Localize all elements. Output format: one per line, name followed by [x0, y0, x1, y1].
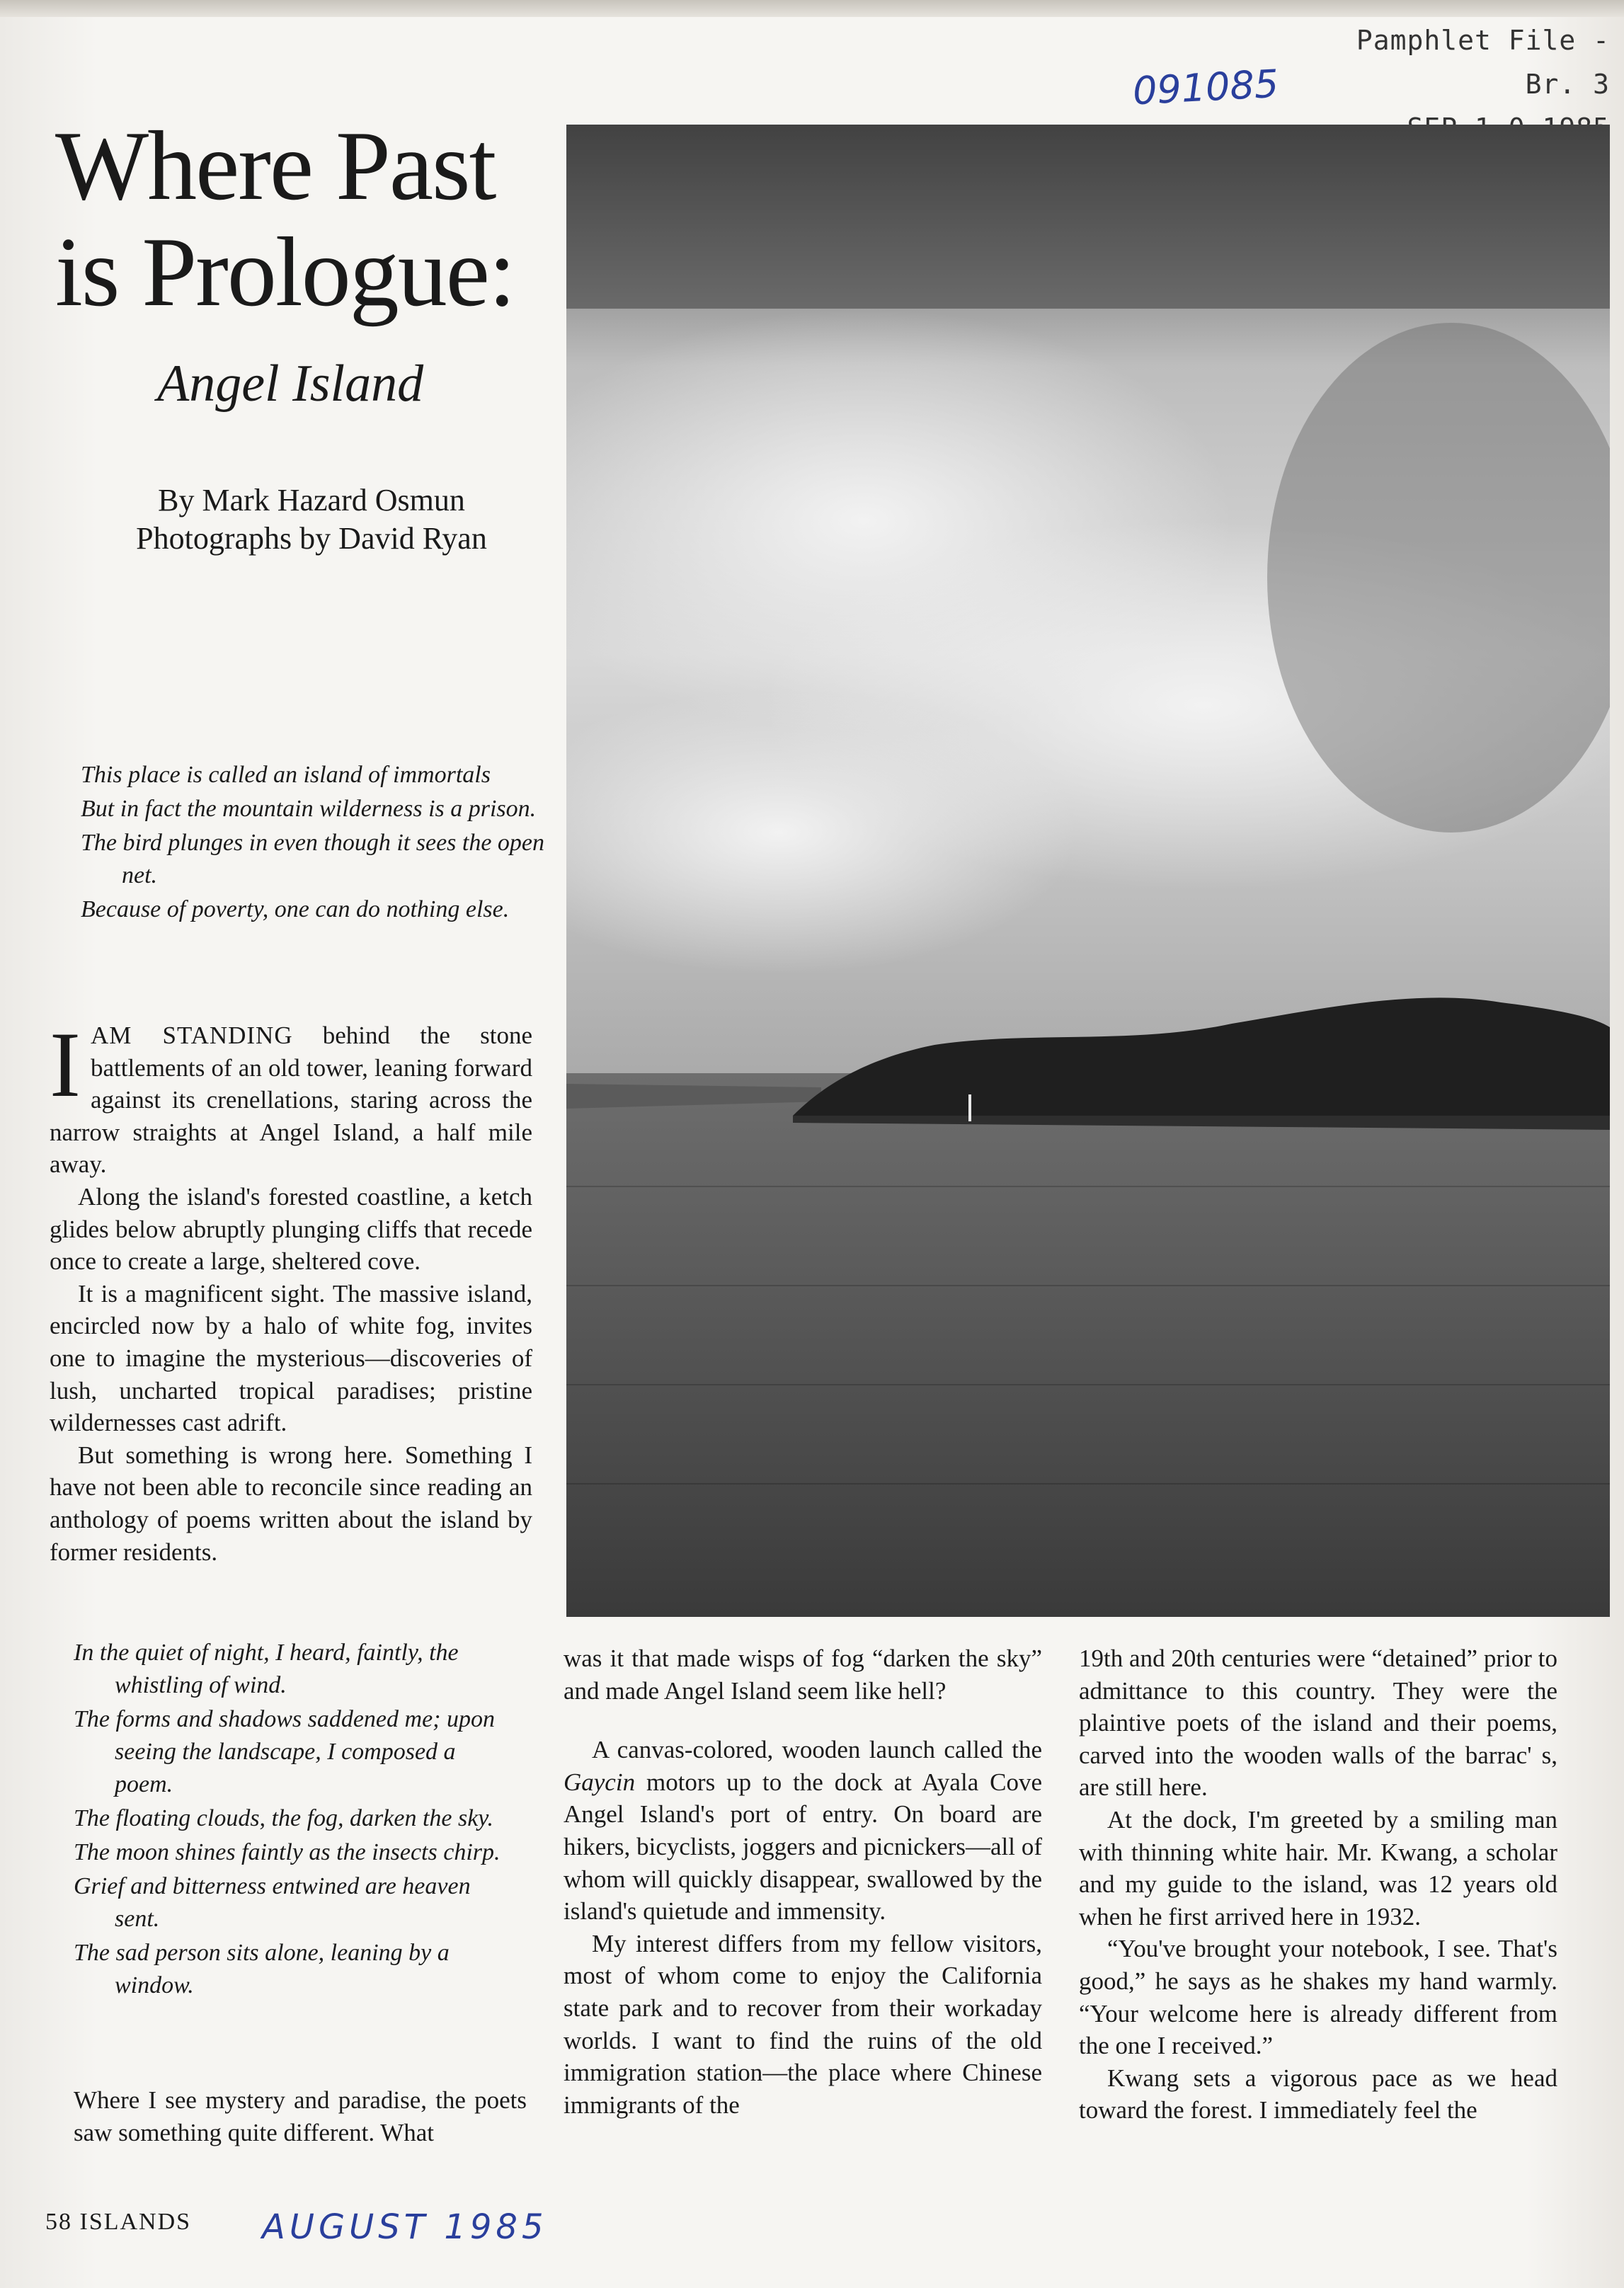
poem-line: Because of poverty, one can do nothing else.: [81, 896, 510, 922]
body-paragraph: At the dock, I'm greeted by a smiling man with thinning white hair. Mr. Kwang, a scholar and my guide to the island, was 12 years old when he first arrived here in 1932.: [1079, 1805, 1557, 1930]
page-number: 58: [45, 2209, 72, 2235]
body-paragraph: [564, 1734, 1042, 1928]
poem-line: The bird plunges in even though it sees the open net.: [81, 830, 545, 888]
byline-photographer: Photographs by David Ryan: [136, 521, 487, 556]
body-paragraph: Kwang sets a vigorous pace as we head toward the forest. I immediately feel the: [1079, 2064, 1557, 2124]
body-column-left-bottom: [74, 2084, 527, 2149]
lead-text: behind the stone battlements of an old tower, leaning forward against its crenellations, staring across the narrow straights at Angel Island, a half mile away.: [50, 1022, 532, 1179]
text-run: A canvas-colored, wooden launch called the: [592, 1736, 1042, 1764]
inset-poem: [74, 1637, 513, 2003]
body-paragraph: My interest differs from my fellow visitors, most of whom come to enjoy the California state park and to recover from their workaday worlds. I want to find the ruins of the old immigration station—the place where Chinese immigrants of the: [564, 1929, 1042, 2119]
poem-line: But in fact the mountain wilderness is a prison.: [81, 796, 537, 822]
poem-line: The floating clouds, the fog, darken the sky.: [74, 1805, 494, 1831]
text-run: motors up to the dock at Ayala Cove Angel Island's port of entry. On board are hikers, bicyclists, joggers and picnickers—all of whom will quickly disappear, swallowed by the island's quietude and immensity.: [564, 1768, 1042, 1926]
article-subtitle: Angel Island: [157, 355, 424, 413]
photo-illustration: [566, 125, 1610, 1617]
section-break: [564, 1707, 1042, 1734]
poem-line: The moon shines faintly as the insects chirp.: [74, 1839, 501, 1865]
angel-island-photograph: [566, 125, 1610, 1617]
byline: [99, 481, 524, 558]
body-paragraph: [50, 1012, 532, 1181]
poem-line: The sad person sits alone, leaning by a window.: [74, 1940, 450, 1998]
title-line-2: is Prologue:: [55, 217, 515, 327]
body-paragraph: But something is wrong here. Something I have not been able to reconcile since reading an anthology of poems written about the island by former residents.: [50, 1441, 532, 1566]
handwritten-number: 091085: [1131, 61, 1280, 114]
ship-name: Gaycin: [564, 1768, 636, 1796]
body-paragraph: Along the island's forested coastline, a ketch glides below abruptly plunging cliffs that recede once to create a large, sheltered cove.: [50, 1182, 532, 1276]
poem-line: This place is called an island of immortals: [81, 762, 491, 788]
body-paragraph: 19th and 20th centuries were “detained” prior to admittance to this country. They were the plaintive poets of the island and their poems, carved into the wooden walls of the barrac' s, are still here.: [1079, 1644, 1557, 1802]
title-line-1: Where Past: [55, 111, 496, 221]
byline-author: By Mark Hazard Osmun: [158, 483, 465, 517]
scan-top-edge: [0, 0, 1624, 17]
stamp-file-line: Pamphlet File - Br. 3: [1356, 25, 1610, 100]
body-paragraph: “You've brought your notebook, I see. That's good,” he says as he shakes my hand warmly. “Your welcome here is already different from the one I received.”: [1079, 1935, 1557, 2060]
body-paragraph: Where I see mystery and paradise, the poets saw something quite different. What: [74, 2086, 527, 2146]
poem-line: In the quiet of night, I heard, faintly, the whistling of wind.: [74, 1640, 459, 1698]
handwritten-date: AUGUST 1985: [262, 2207, 548, 2247]
epigraph-poem: [81, 759, 576, 927]
article-title: [55, 113, 551, 326]
poem-line: The forms and shadows saddened me; upon seeing the landscape, I composed a poem.: [74, 1706, 495, 1797]
body-paragraph: It is a magnificent sight. The massive island, encircled now by a halo of white fog, invites one to imagine the mysterious—discoveries of lush, uncharted tropical paradises; pristine wildernesses cast adrift.: [50, 1279, 532, 1437]
poem-line: Grief and bitterness entwined are heaven sent.: [74, 1873, 471, 1932]
body-paragraph: was it that made wisps of fog “darken the sky” and made Angel Island seem like hell?: [564, 1644, 1042, 1705]
drop-cap: I: [50, 1012, 81, 1116]
body-column-left: [50, 1012, 532, 1568]
body-column-right: [1079, 1642, 1557, 2127]
lead-caps: AM STANDING: [90, 1022, 293, 1049]
page-folio: [45, 2209, 191, 2236]
body-column-middle: [564, 1642, 1042, 2121]
magazine-name: ISLANDS: [79, 2209, 192, 2235]
